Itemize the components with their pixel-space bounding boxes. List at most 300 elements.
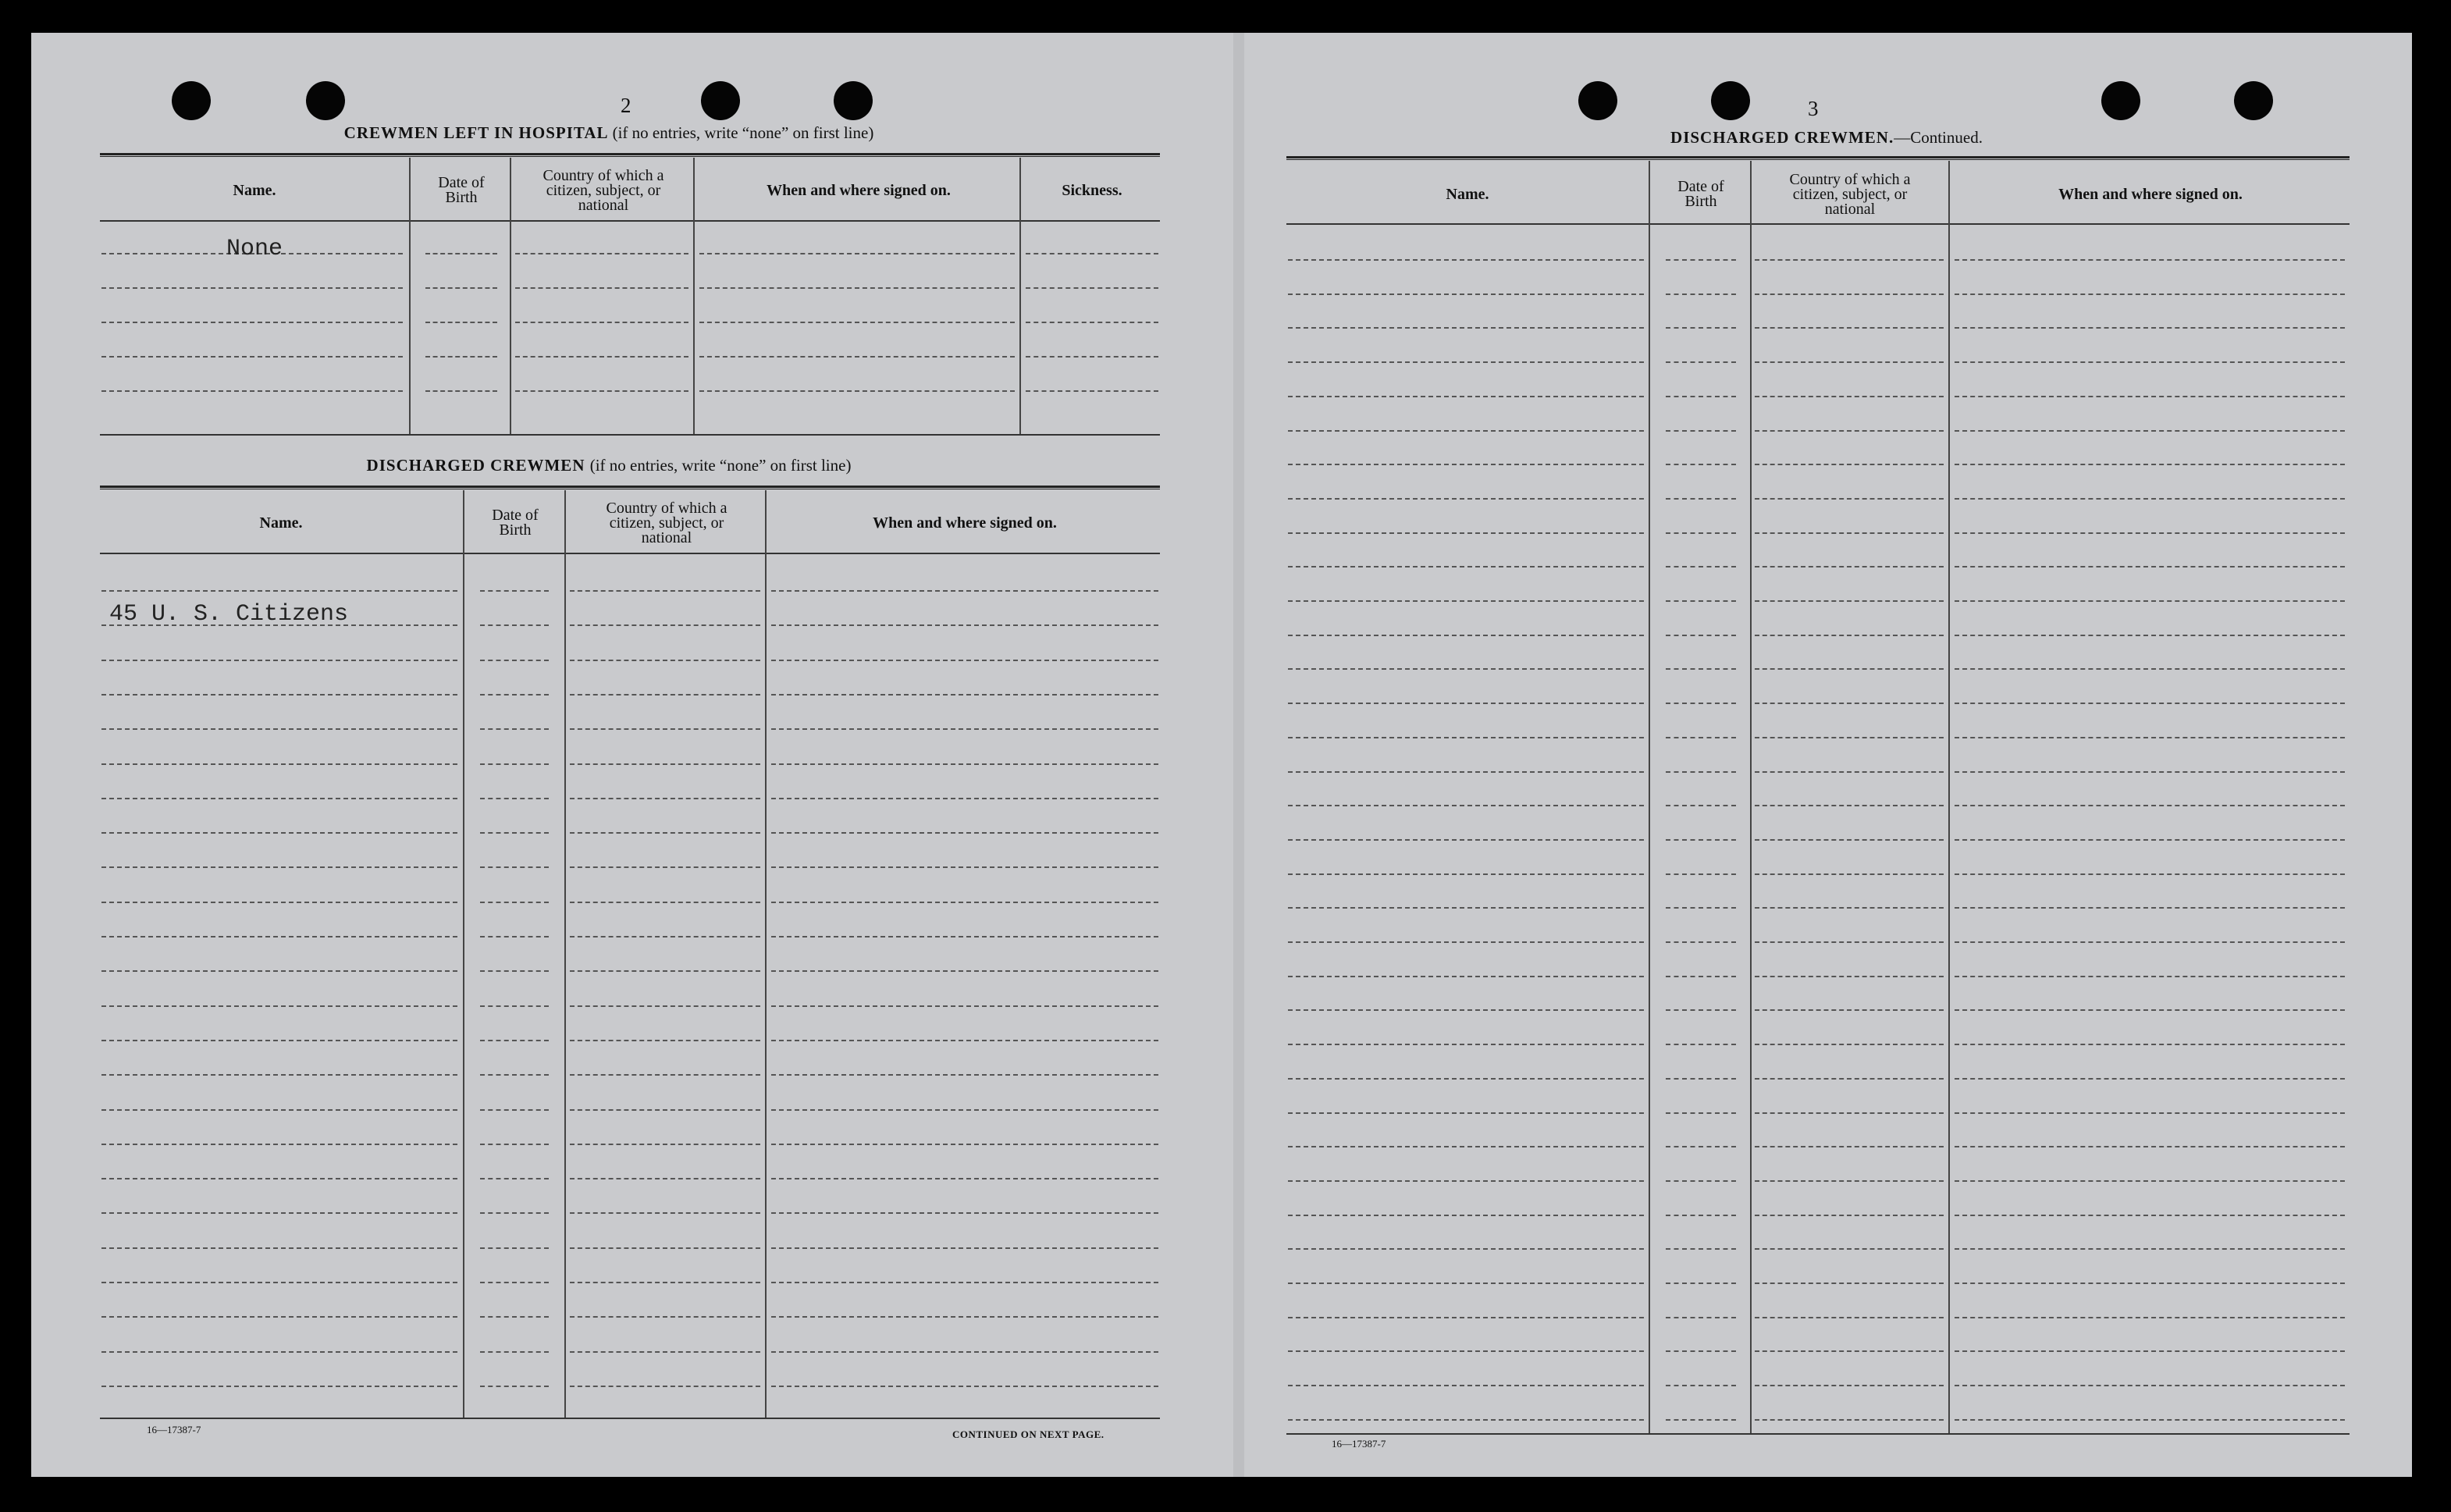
ruled-line <box>570 866 760 868</box>
ruled-line <box>425 390 497 392</box>
ruled-line <box>1666 635 1736 636</box>
ruled-line <box>1026 390 1158 392</box>
continued-col-country-text: Country of which a citizen, subject, or national <box>1789 170 1911 218</box>
ruled-line <box>101 866 457 868</box>
ruled-line <box>1666 294 1736 295</box>
ruled-line <box>1755 1215 1944 1216</box>
ruled-line <box>1288 703 1644 704</box>
ruled-line <box>1666 668 1736 670</box>
continued-header-rule <box>1286 223 2350 225</box>
ruled-line <box>570 1351 760 1353</box>
ruled-line <box>480 1005 549 1007</box>
ruled-line <box>101 1178 457 1179</box>
ruled-line <box>1288 1350 1644 1352</box>
punch-hole <box>1711 81 1750 120</box>
ruled-line <box>101 1282 457 1283</box>
ruled-line <box>1288 1385 1644 1386</box>
form-number-right: 16—17387-7 <box>1332 1438 1386 1450</box>
hospital-col-dob-text: Date of Birth <box>438 174 485 206</box>
ruled-line <box>425 287 497 289</box>
ruled-line <box>480 1247 549 1249</box>
ruled-line <box>101 1247 457 1249</box>
ruled-line <box>1288 1283 1644 1284</box>
ruled-line <box>1666 976 1736 977</box>
ruled-line <box>1288 327 1644 329</box>
discharged-bottom-rule <box>100 1418 1160 1419</box>
ruled-line <box>1955 600 2345 602</box>
hospital-bottom-rule <box>100 434 1160 436</box>
ruled-line <box>570 590 760 592</box>
ruled-line <box>480 590 549 592</box>
ruled-line <box>1755 566 1944 567</box>
hospital-title-text: CREWMEN LEFT IN HOSPITAL <box>343 123 608 142</box>
ruled-line <box>771 1178 1158 1179</box>
ruled-line <box>699 253 1015 254</box>
hospital-divider <box>510 158 511 435</box>
ruled-line <box>570 970 760 972</box>
ruled-line <box>1666 1215 1736 1216</box>
ruled-line <box>1666 1044 1736 1045</box>
ruled-line <box>1288 294 1644 295</box>
ruled-line <box>771 660 1158 661</box>
ruled-line <box>1666 1146 1736 1147</box>
ruled-line <box>570 936 760 937</box>
ruled-line <box>1955 294 2345 295</box>
ruled-line <box>1288 361 1644 363</box>
ruled-line <box>425 356 497 358</box>
ruled-line <box>1288 805 1644 806</box>
ruled-line <box>771 590 1158 592</box>
ruled-line <box>570 1386 760 1387</box>
ruled-line <box>1288 1078 1644 1080</box>
ruled-line <box>771 624 1158 626</box>
hospital-divider <box>1019 158 1021 435</box>
ruled-line <box>1666 873 1736 875</box>
ruled-line <box>1288 430 1644 432</box>
ruled-line <box>1666 1112 1736 1114</box>
punch-hole <box>1578 81 1617 120</box>
ruled-line <box>1955 1248 2345 1250</box>
ruled-line <box>101 1212 457 1214</box>
ruled-line <box>771 1316 1158 1318</box>
ruled-line <box>1666 703 1736 704</box>
punch-hole <box>2101 81 2140 120</box>
hospital-col-name: Name. <box>233 181 276 199</box>
ruled-line <box>1288 771 1644 773</box>
ruled-line <box>570 832 760 834</box>
ruled-line <box>1755 1146 1944 1147</box>
ruled-line <box>1288 464 1644 465</box>
hospital-header-rule <box>100 220 1160 222</box>
hospital-title-note: (if no entries, write “none” on first line) <box>612 123 874 142</box>
ruled-line <box>1955 737 2345 738</box>
ruled-line <box>480 1178 549 1179</box>
ruled-line <box>101 832 457 834</box>
ruled-line <box>1666 259 1736 261</box>
ruled-line <box>1288 1248 1644 1250</box>
ruled-line <box>101 1144 457 1145</box>
ruled-line <box>480 1316 549 1318</box>
ruled-line <box>1288 873 1644 875</box>
ruled-line <box>1955 771 2345 773</box>
ruled-line <box>1955 1146 2345 1147</box>
ruled-line <box>1755 1317 1944 1318</box>
ruled-line <box>1955 1215 2345 1216</box>
ruled-line <box>1955 907 2345 909</box>
ruled-line <box>480 660 549 661</box>
hospital-col-country-text: Country of which a citizen, subject, or national <box>542 166 664 214</box>
ruled-line <box>570 728 760 730</box>
ruled-line <box>1755 259 1944 261</box>
hospital-table-title <box>101 123 1116 143</box>
discharged-title-note: (if no entries, write “none” on first line) <box>589 456 852 475</box>
ruled-line <box>1026 287 1158 289</box>
ruled-line <box>1666 532 1736 534</box>
ruled-line <box>771 936 1158 937</box>
ruled-line <box>1288 907 1644 909</box>
ruled-line <box>570 1247 760 1249</box>
ruled-line <box>771 1109 1158 1111</box>
discharged-col-signed: When and where signed on. <box>873 514 1057 532</box>
ruled-line <box>570 1316 760 1318</box>
continued-col-country <box>1752 165 1948 223</box>
ruled-line <box>1288 566 1644 567</box>
continued-col-dob-text: Date of Birth <box>1677 178 1724 210</box>
ruled-line <box>1755 396 1944 397</box>
ruled-line <box>1288 976 1644 977</box>
ruled-line <box>101 1074 457 1076</box>
discharged-col-country-text: Country of which a citizen, subject, or national <box>606 499 727 546</box>
ruled-line <box>101 590 457 592</box>
ruled-line <box>1288 1317 1644 1318</box>
continued-divider <box>1948 161 1950 1433</box>
ruled-line <box>570 1040 760 1041</box>
ruled-line <box>480 1040 549 1041</box>
ruled-line <box>1755 1009 1944 1011</box>
hospital-table-top-rule <box>100 153 1160 157</box>
ruled-line <box>1666 941 1736 943</box>
ruled-line <box>1955 498 2345 500</box>
ruled-line <box>1955 1180 2345 1182</box>
hospital-entry-none: None <box>226 236 283 262</box>
ruled-line <box>480 866 549 868</box>
ruled-line <box>1955 668 2345 670</box>
ruled-line <box>515 390 688 392</box>
ruled-line <box>1288 498 1644 500</box>
ruled-line <box>1955 703 2345 704</box>
ruled-line <box>1026 253 1158 254</box>
discharged-divider <box>463 490 464 1418</box>
ruled-line <box>1755 805 1944 806</box>
ruled-line <box>101 1005 457 1007</box>
ruled-line <box>1955 327 2345 329</box>
ruled-line <box>480 1212 549 1214</box>
ruled-line <box>480 936 549 937</box>
ruled-line <box>771 1282 1158 1283</box>
ruled-line <box>1755 464 1944 465</box>
ruled-line <box>480 970 549 972</box>
ruled-line <box>1955 635 2345 636</box>
ruled-line <box>1666 1078 1736 1080</box>
ruled-line <box>771 1005 1158 1007</box>
ruled-line <box>1955 805 2345 806</box>
ruled-line <box>515 322 688 323</box>
punch-hole <box>306 81 345 120</box>
ruled-line <box>1666 361 1736 363</box>
ruled-line <box>1755 1419 1944 1421</box>
ruled-line <box>1955 464 2345 465</box>
ruled-line <box>1288 1180 1644 1182</box>
punch-hole <box>2234 81 2273 120</box>
discharged-col-country <box>567 495 766 551</box>
ruled-line <box>699 390 1015 392</box>
ruled-line <box>1288 941 1644 943</box>
ruled-line <box>1755 976 1944 977</box>
ruled-line <box>771 694 1158 696</box>
hospital-divider <box>409 158 411 435</box>
ruled-line <box>570 1282 760 1283</box>
ruled-line <box>1755 498 1944 500</box>
ruled-line <box>480 728 549 730</box>
ruled-line <box>101 1040 457 1041</box>
ruled-line <box>1755 839 1944 841</box>
continued-divider <box>1750 161 1752 1433</box>
ruled-line <box>699 287 1015 289</box>
continued-bottom-rule <box>1286 1433 2350 1435</box>
ruled-line <box>1288 396 1644 397</box>
ruled-line <box>1755 941 1944 943</box>
ruled-line <box>1955 1385 2345 1386</box>
ruled-line <box>480 694 549 696</box>
ruled-line <box>1755 1385 1944 1386</box>
ruled-line <box>1755 600 1944 602</box>
ruled-line <box>101 1109 457 1111</box>
ruled-line <box>480 1386 549 1387</box>
ruled-line <box>1955 976 2345 977</box>
ruled-line <box>480 1144 549 1145</box>
ruled-line <box>771 728 1158 730</box>
ruled-line <box>1955 430 2345 432</box>
hospital-col-dob <box>412 162 510 219</box>
ruled-line <box>570 763 760 765</box>
ruled-line <box>699 356 1015 358</box>
ruled-line <box>570 1144 760 1145</box>
ruled-line <box>101 728 457 730</box>
continued-table-top-rule <box>1286 156 2350 160</box>
ruled-line <box>425 253 497 254</box>
punch-hole <box>701 81 740 120</box>
document-sheet <box>31 33 2412 1477</box>
ruled-line <box>101 798 457 799</box>
ruled-line <box>1666 907 1736 909</box>
ruled-line <box>101 936 457 937</box>
ruled-line <box>1755 737 1944 738</box>
ruled-line <box>1755 907 1944 909</box>
discharged-entry: 45 U. S. Citizens <box>109 601 349 628</box>
ruled-line <box>1666 1350 1736 1352</box>
ruled-line <box>1288 839 1644 841</box>
discharged-header-rule <box>100 553 1160 554</box>
page-fold <box>1233 33 1244 1477</box>
discharged-table-top-rule <box>100 486 1160 489</box>
ruled-line <box>570 660 760 661</box>
ruled-line <box>570 1178 760 1179</box>
ruled-line <box>1666 1419 1736 1421</box>
ruled-line <box>1666 805 1736 806</box>
discharged-divider <box>564 490 566 1418</box>
ruled-line <box>101 660 457 661</box>
ruled-line <box>101 287 403 289</box>
ruled-line <box>101 970 457 972</box>
ruled-line <box>101 763 457 765</box>
ruled-line <box>1288 1044 1644 1045</box>
hospital-divider <box>693 158 695 435</box>
ruled-line <box>771 1386 1158 1387</box>
hospital-col-sickness: Sickness. <box>1062 181 1122 199</box>
ruled-line <box>1755 532 1944 534</box>
continued-divider <box>1649 161 1650 1433</box>
ruled-line <box>101 1386 457 1387</box>
ruled-line <box>1026 322 1158 323</box>
ruled-line <box>699 322 1015 323</box>
discharged-title-text: DISCHARGED CREWMEN <box>366 456 585 475</box>
ruled-line <box>771 832 1158 834</box>
ruled-line <box>1955 396 2345 397</box>
ruled-line <box>771 866 1158 868</box>
ruled-line <box>1288 1146 1644 1147</box>
ruled-line <box>1755 1350 1944 1352</box>
page-number-right: 3 <box>1808 97 1819 120</box>
ruled-line <box>1955 1419 2345 1421</box>
ruled-line <box>1288 668 1644 670</box>
ruled-line <box>570 624 760 626</box>
ruled-line <box>570 798 760 799</box>
ruled-line <box>570 1212 760 1214</box>
ruled-line <box>1666 1385 1736 1386</box>
ruled-line <box>1755 873 1944 875</box>
punch-hole <box>172 81 211 120</box>
hospital-col-signed: When and where signed on. <box>767 181 951 199</box>
ruled-line <box>101 390 403 392</box>
ruled-line <box>1955 1283 2345 1284</box>
ruled-line <box>1755 294 1944 295</box>
continued-title-text: DISCHARGED CREWMEN. <box>1670 128 1894 147</box>
ruled-line <box>101 322 403 323</box>
ruled-line <box>1026 356 1158 358</box>
ruled-line <box>1955 532 2345 534</box>
ruled-line <box>1955 259 2345 261</box>
continued-col-name: Name. <box>1446 185 1489 203</box>
ruled-line <box>480 1282 549 1283</box>
form-number-left: 16—17387-7 <box>147 1424 201 1436</box>
ruled-line <box>1755 1044 1944 1045</box>
ruled-line <box>1666 327 1736 329</box>
discharged-col-name: Name. <box>259 514 303 532</box>
ruled-line <box>1955 1044 2345 1045</box>
ruled-line <box>515 287 688 289</box>
ruled-line <box>771 1040 1158 1041</box>
ruled-line <box>1755 771 1944 773</box>
ruled-line <box>515 253 688 254</box>
ruled-line <box>771 1074 1158 1076</box>
ruled-line <box>1755 361 1944 363</box>
ruled-line <box>1666 1317 1736 1318</box>
ruled-line <box>1755 703 1944 704</box>
ruled-line <box>480 832 549 834</box>
ruled-line <box>101 694 457 696</box>
discharged-col-dob <box>465 495 565 551</box>
ruled-line <box>1955 1009 2345 1011</box>
ruled-line <box>570 1005 760 1007</box>
ruled-line <box>1955 873 2345 875</box>
ruled-line <box>1955 361 2345 363</box>
continued-col-dob <box>1652 165 1750 223</box>
ruled-line <box>1666 396 1736 397</box>
ruled-line <box>1288 1419 1644 1421</box>
ruled-line <box>570 1074 760 1076</box>
ruled-line <box>1955 566 2345 567</box>
ruled-line <box>101 1316 457 1318</box>
ruled-line <box>771 970 1158 972</box>
ruled-line <box>1755 430 1944 432</box>
ruled-line <box>480 1074 549 1076</box>
discharged-divider <box>765 490 767 1418</box>
ruled-line <box>1666 1009 1736 1011</box>
ruled-line <box>1666 1283 1736 1284</box>
ruled-line <box>1288 259 1644 261</box>
ruled-line <box>480 763 549 765</box>
ruled-line <box>101 1351 457 1353</box>
ruled-line <box>1288 532 1644 534</box>
ruled-line <box>771 1144 1158 1145</box>
ruled-line <box>1955 941 2345 943</box>
ruled-line <box>1755 1248 1944 1250</box>
ruled-line <box>101 356 403 358</box>
ruled-line <box>1666 1248 1736 1250</box>
ruled-line <box>1955 839 2345 841</box>
ruled-line <box>1755 1112 1944 1114</box>
ruled-line <box>1666 737 1736 738</box>
ruled-line <box>1755 1283 1944 1284</box>
ruled-line <box>1666 498 1736 500</box>
continued-col-signed: When and where signed on. <box>2058 185 2243 203</box>
discharged-table-title <box>101 456 1116 475</box>
ruled-line <box>1288 1215 1644 1216</box>
ruled-line <box>1666 839 1736 841</box>
ruled-line <box>570 902 760 903</box>
ruled-line <box>101 902 457 903</box>
ruled-line <box>1288 737 1644 738</box>
page-number-left: 2 <box>621 94 631 117</box>
hospital-col-country <box>513 162 694 219</box>
ruled-line <box>1666 1180 1736 1182</box>
continued-note: CONTINUED ON NEXT PAGE. <box>952 1428 1105 1440</box>
continued-table-title <box>1483 128 2170 148</box>
ruled-line <box>1288 635 1644 636</box>
discharged-col-dob-text: Date of Birth <box>492 507 539 539</box>
continued-title-suffix: —Continued. <box>1894 128 1983 147</box>
ruled-line <box>1755 327 1944 329</box>
ruled-line <box>1755 635 1944 636</box>
ruled-line <box>1288 1112 1644 1114</box>
ruled-line <box>1288 600 1644 602</box>
ruled-line <box>1755 1078 1944 1080</box>
ruled-line <box>1666 771 1736 773</box>
ruled-line <box>515 356 688 358</box>
punch-hole <box>834 81 873 120</box>
ruled-line <box>1666 464 1736 465</box>
ruled-line <box>425 322 497 323</box>
